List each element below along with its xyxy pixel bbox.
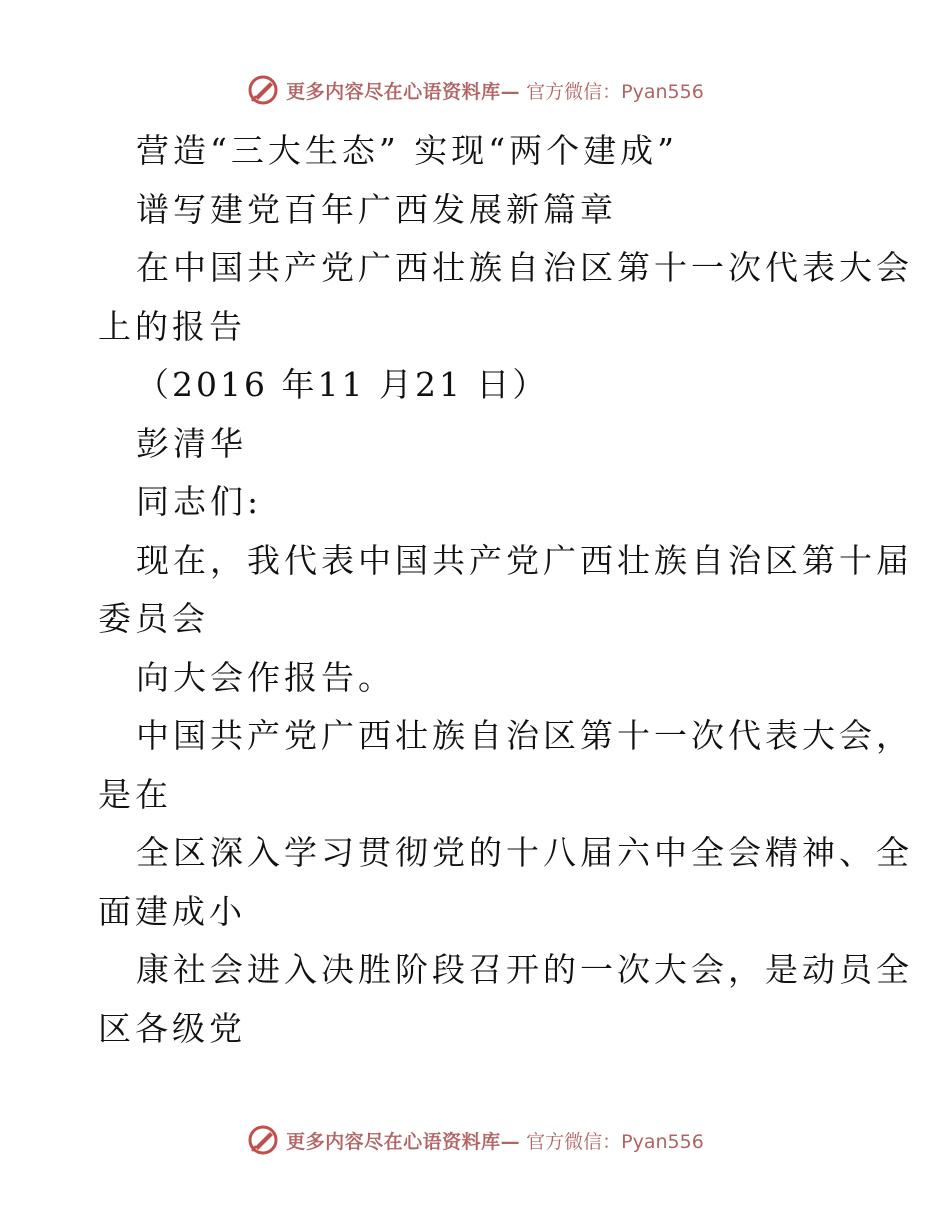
footer-banner-text: 更多内容尽在心语资料库— <box>286 1130 521 1153</box>
body-line: 上的报告 <box>98 306 246 346</box>
footer-banner <box>246 1123 704 1157</box>
body-line: 向大会作报告。 <box>136 657 395 697</box>
footer-wechat-text: 官方微信：Pyan556 <box>526 1130 704 1153</box>
header-banner <box>246 73 704 107</box>
header-banner-text: 更多内容尽在心语资料库— <box>286 80 521 103</box>
header-wechat-text: 官方微信：Pyan556 <box>526 80 704 103</box>
body-line: 全区深入学习贯彻党的十八届六中全会精神、全 <box>136 833 913 872</box>
body-line: 营造“三大生态” 实现“两个建成” <box>136 131 678 170</box>
body-line: 在中国共产党广西壮族自治区第十一次代表大会 <box>136 248 913 287</box>
body-line: 中国共产党广西壮族自治区第十一次代表大会， <box>136 716 913 755</box>
body-line: 谱写建党百年广西发展新篇章 <box>136 189 617 229</box>
author-line: 彭清华 <box>136 423 247 463</box>
body-line: 现在，我代表中国共产党广西壮族自治区第十届 <box>136 540 913 580</box>
body-line: 康社会进入决胜阶段召开的一次大会，是动员全 <box>136 950 913 989</box>
body-line: 委员会 <box>98 599 209 638</box>
quill-logo-icon <box>246 73 280 107</box>
body-line: 面建成小 <box>98 891 246 931</box>
date-line: （2016 年11 月21 日） <box>136 365 549 404</box>
salutation-line: 同志们: <box>136 482 263 521</box>
page-header <box>0 70 950 110</box>
body-line: 是在 <box>98 774 172 814</box>
page-footer <box>0 1120 950 1160</box>
body-line: 区各级党 <box>98 1008 246 1048</box>
quill-logo-icon <box>246 1123 280 1157</box>
document-body <box>98 122 913 1058</box>
